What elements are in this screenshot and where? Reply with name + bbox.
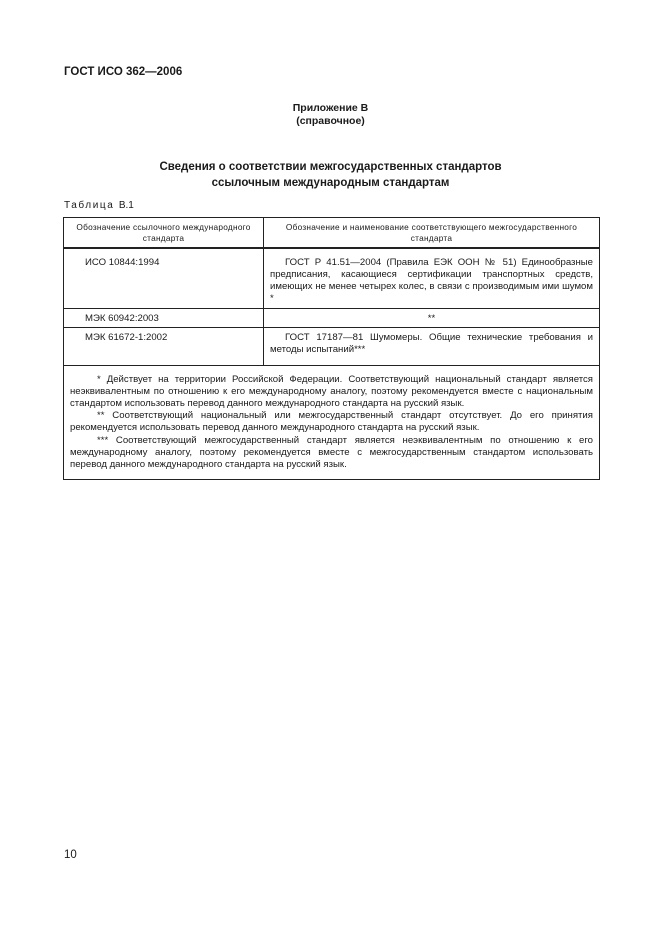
appendix-title: Приложение В <box>292 102 369 114</box>
appendix-heading <box>0 102 661 128</box>
international-standard-code: ИСО 10844:1994 <box>64 253 264 308</box>
table-row <box>64 308 600 327</box>
table-header-row <box>64 218 600 249</box>
international-standard-code: МЭК 60942:2003 <box>64 308 264 327</box>
section-title-line-2: ссылочным международным стандартам <box>211 177 450 189</box>
table-note: * Действует на территории Российской Федерации. Соответствующий национальный стандарт является неэквивалентным по отношению к его международному аналогу, поэтому рекомендуется вместе с национальным стандартом использовать перевод данного международного стандарта на русский язык. <box>70 373 593 409</box>
table-note: ** Соответствующий национальный или межгосударственный стандарт отсутствует. До его принятия рекомендуется использовать перевод данного международного стандарта на русский язык. <box>70 410 593 434</box>
table-row <box>64 327 600 365</box>
page-number: 10 <box>64 849 77 861</box>
interstate-standard-description: ГОСТ Р 41.51—2004 (Правила ЕЭК ООН № 51) Единообразные предписания, касающиеся сертификации транспортных средств, имеющих не менее четырех колес, в связи с производимым ими шумом * <box>264 253 600 308</box>
document-code: ГОСТ ИСО 362—2006 <box>64 66 183 78</box>
section-title <box>0 159 661 191</box>
interstate-standard-description: ** <box>264 308 600 327</box>
section-title-line-1: Сведения о соответствии межгосударственных стандартов <box>159 161 502 173</box>
table-caption-prefix: Таблица <box>64 200 115 211</box>
standards-correspondence-table <box>63 217 600 480</box>
table-note: *** Соответствующий межгосударственный стандарт является неэквивалентным по отношению к его международному аналогу, поэтому рекомендуется вместе с межгосударственным стандартом использовать перевод данного международного стандарта на русский язык. <box>70 434 593 470</box>
international-standard-code: МЭК 61672-1:2002 <box>64 327 264 365</box>
table-caption <box>64 200 134 211</box>
column-header-interstate: Обозначение и наименование соответствующего межгосударственного стандарта <box>264 218 600 249</box>
table-notes <box>64 365 600 480</box>
table-notes-row <box>64 365 600 480</box>
column-header-international: Обозначение ссылочного международного стандарта <box>64 218 264 249</box>
table-row <box>64 253 600 308</box>
appendix-subtitle: (справочное) <box>296 115 365 127</box>
table-caption-number: В.1 <box>118 200 134 211</box>
interstate-standard-description: ГОСТ 17187—81 Шумомеры. Общие технические требования и методы испытаний*** <box>264 327 600 365</box>
